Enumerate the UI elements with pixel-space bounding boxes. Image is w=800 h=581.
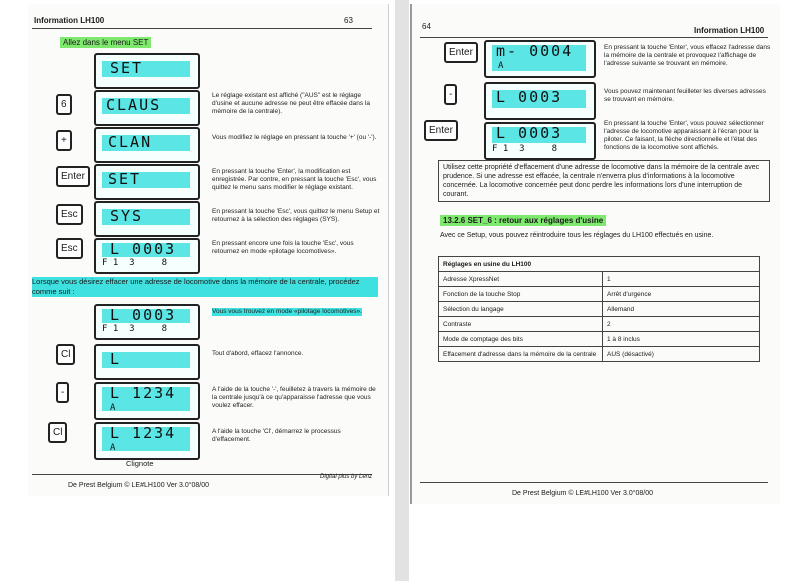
key-enter[interactable]: Enter bbox=[56, 166, 90, 187]
key-clear[interactable]: Cl bbox=[56, 344, 75, 365]
lcd-display bbox=[94, 53, 200, 89]
page-number: 64 bbox=[422, 22, 431, 31]
setting-name: Effacement d'adresse dans la mémoire de la centrale bbox=[439, 347, 603, 362]
step-description: En pressant encore une fois la touche 'Esc', vous retournez en mode «pilotage locomotives». bbox=[212, 240, 354, 255]
lcd-text: L 0003 bbox=[496, 124, 563, 142]
lcd-text: L 0003 bbox=[496, 88, 563, 106]
step-description: Vous modifiez le réglage en pressant la touche '+' (ou '-'). bbox=[212, 134, 377, 141]
setting-value: 1 à 8 inclus bbox=[603, 332, 760, 347]
table-row bbox=[439, 347, 760, 362]
key-enter[interactable]: Enter bbox=[444, 42, 478, 63]
step-description: Tout d'abord, effacez l'annonce. bbox=[212, 350, 304, 357]
lcd-sub-indicator: A bbox=[110, 443, 116, 453]
step-description: En pressant la touche 'Enter', vous pouvez sélectionner l'adresse de locomotive apparaissant à l'écran pour la piloter. Ce faisant, la flèche directionnelle et l'état des fonctions de la locomotive sont affichés. bbox=[604, 120, 764, 151]
blink-label: Clignote bbox=[126, 459, 154, 468]
table-row bbox=[439, 302, 760, 317]
lcd-display bbox=[484, 40, 596, 78]
setting-name: Contraste bbox=[439, 317, 603, 332]
section-intro: Lorsque vous désirez effacer une adresse de locomotive dans la mémoire de la centrale, procédez comme suit : bbox=[32, 277, 378, 297]
key-clear[interactable]: Cl bbox=[48, 422, 67, 443]
lcd-text: SET bbox=[108, 170, 142, 188]
table-row bbox=[439, 332, 760, 347]
book-gutter bbox=[395, 0, 409, 581]
step-description: Vous pouvez maintenant feuilleter les diverses adresses se trouvant en mémoire. bbox=[604, 88, 766, 103]
left-page bbox=[28, 4, 389, 496]
lcd-function-row: F 1 3 8 bbox=[102, 324, 168, 334]
setting-name: Mode de comptage des bits bbox=[439, 332, 603, 347]
lcd-display bbox=[484, 82, 596, 120]
lcd-text: m- 0004 bbox=[496, 42, 574, 60]
key-plus[interactable]: + bbox=[56, 130, 72, 151]
factory-settings-table bbox=[438, 256, 760, 362]
header-rule bbox=[32, 28, 372, 29]
lcd-display bbox=[94, 201, 200, 237]
lcd-display bbox=[94, 422, 200, 460]
step-description: Vous vous trouvez en mode «pilotage locomotives». bbox=[212, 308, 362, 315]
setting-value: 1 bbox=[603, 272, 760, 287]
lcd-display bbox=[94, 127, 200, 163]
right-page bbox=[410, 4, 780, 504]
lcd-text: L 0003 bbox=[110, 306, 177, 324]
setting-name: Adresse XpressNet bbox=[439, 272, 603, 287]
lcd-sub-indicator: A bbox=[110, 403, 116, 413]
table-header-row bbox=[439, 257, 760, 272]
lcd-sub-indicator: A bbox=[498, 61, 504, 71]
step-description: Le réglage existant est affiché ("AUS" est le réglage d'usine et aucune adresse ne peut être effacée dans la mémoire de la centrale). bbox=[212, 92, 370, 115]
lcd-display bbox=[94, 382, 200, 420]
brand-logo: Digital plus by Lenz bbox=[319, 474, 373, 480]
lcd-text: SET bbox=[110, 59, 144, 77]
key-esc[interactable]: Esc bbox=[56, 238, 83, 259]
key-minus[interactable]: - bbox=[56, 382, 69, 403]
page-title: Information LH100 bbox=[34, 16, 105, 25]
lcd-text: L bbox=[110, 350, 122, 368]
key-minus[interactable]: - bbox=[444, 84, 457, 105]
key-esc[interactable]: Esc bbox=[56, 204, 83, 225]
lcd-text: L 1234 bbox=[110, 424, 177, 442]
lcd-text: L 0003 bbox=[110, 240, 177, 258]
table-row bbox=[439, 287, 760, 302]
lcd-function-row: F 1 3 8 bbox=[492, 144, 558, 154]
step-description: En pressant la touche 'Esc', vous quittez le menu Setup et retournez à la sélection des réglages (SYS). bbox=[212, 208, 380, 223]
step-description: En pressant la touche 'Enter', la modification est enregistrée. Par contre, en pressant la touche 'Esc', vous quittez le menu sans modifier le réglage existant. bbox=[212, 168, 377, 191]
warning-note: Utilisez cette propriété d'effacement d'une adresse de locomotive dans la mémoire de la centrale avec prudence. Si une adresse est effacée, la centrale n'enverra plus d'informations à la locomotive concernée. La locomotive concernée peut donc perdre les informations lors d'une interruption de courant. bbox=[438, 160, 770, 202]
lcd-display bbox=[484, 122, 596, 160]
intro-text: Allez dans le menu SET bbox=[60, 37, 151, 48]
key-6[interactable]: 6 bbox=[56, 94, 72, 115]
lcd-display bbox=[94, 164, 200, 200]
lcd-display bbox=[94, 344, 200, 380]
page-footer: De Prest Belgium © LE#LH100 Ver 3.0°08/00 bbox=[68, 482, 210, 489]
table-row bbox=[439, 317, 760, 332]
setting-value: 2 bbox=[603, 317, 760, 332]
lcd-display bbox=[94, 90, 200, 126]
step-description: En pressant la touche 'Enter', vous effacez l'adresse dans la mémoire de la centrale et provoquez l'affichage de l'adresse suivante se trouvant en mémoire. bbox=[604, 44, 771, 67]
lcd-text: CLAUS bbox=[106, 96, 162, 114]
page-number: 63 bbox=[344, 16, 353, 25]
setting-name: Fonction de la touche Stop bbox=[439, 287, 603, 302]
lcd-text: CLAN bbox=[108, 133, 153, 151]
header-rule bbox=[420, 37, 768, 38]
table-header: Réglages en usine du LH100 bbox=[439, 257, 760, 272]
step-description: A l'aide la touche 'Cl', démarrez le processus d'effacement. bbox=[212, 428, 341, 443]
setting-value: Arrêt d'urgence bbox=[603, 287, 760, 302]
key-enter[interactable]: Enter bbox=[424, 120, 458, 141]
page-title: Information LH100 bbox=[694, 26, 765, 35]
step-description: A l'aide de la touche '-', feuilletez à travers la mémoire de la centrale jusqu'à ce qu'apparaisse l'adresse que vous voulez effacer. bbox=[212, 386, 376, 409]
table-row bbox=[439, 272, 760, 287]
setting-value: AUS (désactivé) bbox=[603, 347, 760, 362]
lcd-display bbox=[94, 238, 200, 274]
page-footer: De Prest Belgium © LE#LH100 Ver 3.0°08/00 bbox=[512, 490, 654, 497]
setting-name: Sélection du langage bbox=[439, 302, 603, 317]
lcd-text: SYS bbox=[110, 207, 144, 225]
section-text: Avec ce Setup, vous pouvez réintroduire tous les réglages du LH100 effectués en usine. bbox=[440, 232, 714, 239]
footer-rule bbox=[420, 482, 768, 483]
lcd-display bbox=[94, 304, 200, 340]
lcd-function-row: F 1 3 8 bbox=[102, 258, 168, 268]
lcd-text: L 1234 bbox=[110, 384, 177, 402]
section-title: 13.2.6 SET_6 : retour aux réglages d'usine bbox=[440, 215, 606, 226]
setting-value: Allemand bbox=[603, 302, 760, 317]
